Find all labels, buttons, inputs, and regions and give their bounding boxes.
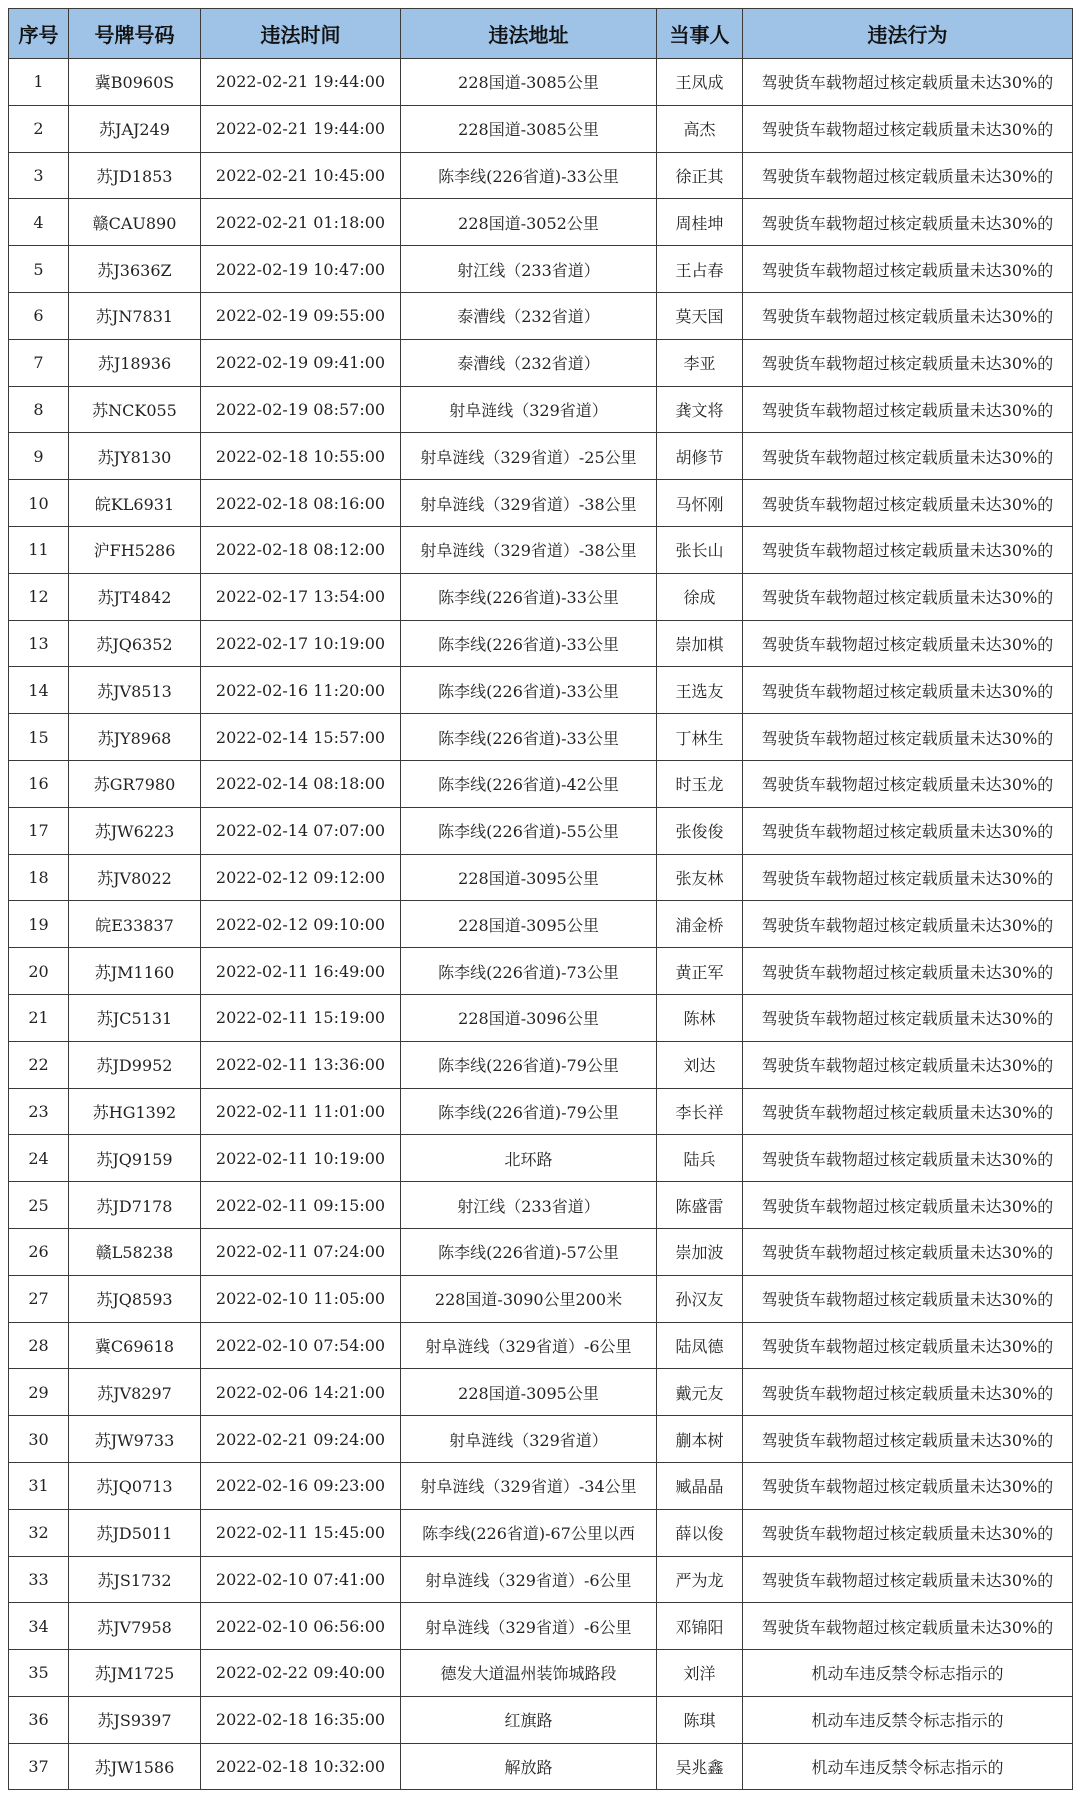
cell-time: 2022-02-21 10:45:00 [201,152,401,199]
cell-serial: 12 [9,573,69,620]
table-row [9,1603,1073,1650]
cell-serial: 2 [9,105,69,152]
cell-address: 射阜涟线（329省道） [401,1416,657,1463]
cell-plate: 苏JV8297 [69,1369,201,1416]
cell-behavior: 驾驶货车载物超过核定载质量未达30%的 [743,246,1073,293]
cell-serial: 9 [9,433,69,480]
cell-time: 2022-02-10 07:41:00 [201,1556,401,1603]
cell-time: 2022-02-17 10:19:00 [201,620,401,667]
cell-behavior: 驾驶货车载物超过核定载质量未达30%的 [743,573,1073,620]
cell-time: 2022-02-22 09:40:00 [201,1650,401,1697]
cell-serial: 25 [9,1182,69,1229]
cell-time: 2022-02-16 11:20:00 [201,667,401,714]
cell-party: 王占春 [657,246,743,293]
cell-behavior: 驾驶货车载物超过核定载质量未达30%的 [743,292,1073,339]
cell-time: 2022-02-21 19:44:00 [201,105,401,152]
cell-serial: 35 [9,1650,69,1697]
cell-party: 李亚 [657,339,743,386]
cell-address: 射阜涟线（329省道）-38公里 [401,526,657,573]
cell-behavior: 驾驶货车载物超过核定载质量未达30%的 [743,620,1073,667]
cell-party: 邓锦阳 [657,1603,743,1650]
cell-address: 陈李线(226省道)-33公里 [401,152,657,199]
cell-address: 陈李线(226省道)-33公里 [401,714,657,761]
cell-behavior: 驾驶货车载物超过核定载质量未达30%的 [743,1416,1073,1463]
cell-behavior: 驾驶货车载物超过核定载质量未达30%的 [743,1041,1073,1088]
table-row [9,901,1073,948]
cell-serial: 23 [9,1088,69,1135]
cell-behavior: 驾驶货车载物超过核定载质量未达30%的 [743,59,1073,106]
cell-serial: 15 [9,714,69,761]
table-row [9,1228,1073,1275]
table-body [9,59,1073,1790]
cell-address: 228国道-3096公里 [401,994,657,1041]
cell-serial: 32 [9,1509,69,1556]
cell-time: 2022-02-14 15:57:00 [201,714,401,761]
cell-address: 射阜涟线（329省道）-38公里 [401,480,657,527]
cell-serial: 20 [9,948,69,995]
table-header [9,9,1073,59]
cell-address: 陈李线(226省道)-33公里 [401,667,657,714]
table-row [9,59,1073,106]
cell-behavior: 机动车违反禁令标志指示的 [743,1743,1073,1790]
cell-serial: 5 [9,246,69,293]
cell-address: 陈李线(226省道)-79公里 [401,1088,657,1135]
cell-address: 红旗路 [401,1696,657,1743]
cell-address: 解放路 [401,1743,657,1790]
cell-behavior: 驾驶货车载物超过核定载质量未达30%的 [743,1322,1073,1369]
table-row [9,1041,1073,1088]
cell-plate: 苏JM1160 [69,948,201,995]
cell-time: 2022-02-11 07:24:00 [201,1228,401,1275]
cell-serial: 11 [9,526,69,573]
cell-time: 2022-02-14 08:18:00 [201,760,401,807]
cell-serial: 22 [9,1041,69,1088]
cell-address: 射江线（233省道） [401,1182,657,1229]
cell-address: 陈李线(226省道)-33公里 [401,620,657,667]
header-plate: 号牌号码 [69,9,201,59]
table-row [9,1322,1073,1369]
cell-party: 吴兆鑫 [657,1743,743,1790]
cell-address: 射阜涟线（329省道）-6公里 [401,1556,657,1603]
cell-time: 2022-02-18 10:55:00 [201,433,401,480]
cell-serial: 13 [9,620,69,667]
cell-behavior: 驾驶货车载物超过核定载质量未达30%的 [743,1462,1073,1509]
cell-serial: 7 [9,339,69,386]
cell-behavior: 驾驶货车载物超过核定载质量未达30%的 [743,1228,1073,1275]
cell-address: 陈李线(226省道)-33公里 [401,573,657,620]
cell-time: 2022-02-10 06:56:00 [201,1603,401,1650]
cell-plate: 冀B0960S [69,59,201,106]
cell-address: 德发大道温州装饰城路段 [401,1650,657,1697]
cell-time: 2022-02-06 14:21:00 [201,1369,401,1416]
cell-serial: 10 [9,480,69,527]
cell-address: 陈李线(226省道)-55公里 [401,807,657,854]
cell-behavior: 驾驶货车载物超过核定载质量未达30%的 [743,1275,1073,1322]
cell-behavior: 驾驶货车载物超过核定载质量未达30%的 [743,339,1073,386]
cell-party: 陆凤德 [657,1322,743,1369]
table-row [9,714,1073,761]
cell-address: 射阜涟线（329省道）-34公里 [401,1462,657,1509]
cell-plate: 苏JC5131 [69,994,201,1041]
table-row [9,433,1073,480]
cell-behavior: 驾驶货车载物超过核定载质量未达30%的 [743,807,1073,854]
table-row [9,246,1073,293]
table-row [9,1462,1073,1509]
cell-address: 228国道-3095公里 [401,1369,657,1416]
table-row [9,292,1073,339]
cell-party: 刘洋 [657,1650,743,1697]
cell-address: 陈李线(226省道)-57公里 [401,1228,657,1275]
cell-serial: 33 [9,1556,69,1603]
cell-plate: 苏JQ9159 [69,1135,201,1182]
header-row [9,9,1073,59]
cell-plate: 苏JD5011 [69,1509,201,1556]
cell-serial: 29 [9,1369,69,1416]
cell-party: 薛以俊 [657,1509,743,1556]
cell-plate: 苏JD1853 [69,152,201,199]
cell-behavior: 机动车违反禁令标志指示的 [743,1696,1073,1743]
cell-behavior: 驾驶货车载物超过核定载质量未达30%的 [743,1556,1073,1603]
cell-behavior: 驾驶货车载物超过核定载质量未达30%的 [743,714,1073,761]
cell-address: 射阜涟线（329省道） [401,386,657,433]
table-row [9,760,1073,807]
cell-serial: 4 [9,199,69,246]
cell-party: 王凤成 [657,59,743,106]
cell-plate: 苏NCK055 [69,386,201,433]
cell-time: 2022-02-14 07:07:00 [201,807,401,854]
cell-time: 2022-02-11 15:45:00 [201,1509,401,1556]
table-row [9,1416,1073,1463]
cell-plate: 苏JV8513 [69,667,201,714]
cell-serial: 17 [9,807,69,854]
cell-plate: 苏JS1732 [69,1556,201,1603]
cell-address: 射阜涟线（329省道）-6公里 [401,1322,657,1369]
cell-plate: 苏JW6223 [69,807,201,854]
table-row [9,1135,1073,1182]
table-row [9,1743,1073,1790]
cell-party: 蒯本树 [657,1416,743,1463]
cell-behavior: 驾驶货车载物超过核定载质量未达30%的 [743,1369,1073,1416]
table-row [9,1369,1073,1416]
cell-party: 臧晶晶 [657,1462,743,1509]
cell-plate: 苏J18936 [69,339,201,386]
cell-serial: 21 [9,994,69,1041]
cell-time: 2022-02-18 16:35:00 [201,1696,401,1743]
cell-plate: 苏JN7831 [69,292,201,339]
cell-plate: 苏HG1392 [69,1088,201,1135]
header-behavior: 违法行为 [743,9,1073,59]
cell-plate: 苏JW9733 [69,1416,201,1463]
cell-party: 李长祥 [657,1088,743,1135]
cell-plate: 苏JD7178 [69,1182,201,1229]
cell-serial: 26 [9,1228,69,1275]
cell-address: 泰漕线（232省道） [401,292,657,339]
cell-address: 北环路 [401,1135,657,1182]
cell-behavior: 驾驶货车载物超过核定载质量未达30%的 [743,199,1073,246]
cell-address: 射阜涟线（329省道）-25公里 [401,433,657,480]
cell-address: 228国道-3085公里 [401,59,657,106]
cell-behavior: 驾驶货车载物超过核定载质量未达30%的 [743,854,1073,901]
table-row [9,573,1073,620]
cell-party: 徐正其 [657,152,743,199]
cell-plate: 苏JV8022 [69,854,201,901]
header-serial: 序号 [9,9,69,59]
cell-party: 陈盛雷 [657,1182,743,1229]
cell-plate: 苏JY8968 [69,714,201,761]
cell-time: 2022-02-10 07:54:00 [201,1322,401,1369]
cell-serial: 24 [9,1135,69,1182]
table-row [9,1556,1073,1603]
cell-party: 张长山 [657,526,743,573]
cell-serial: 30 [9,1416,69,1463]
cell-serial: 8 [9,386,69,433]
cell-party: 高杰 [657,105,743,152]
cell-behavior: 驾驶货车载物超过核定载质量未达30%的 [743,1603,1073,1650]
cell-address: 陈李线(226省道)-67公里以西 [401,1509,657,1556]
header-address: 违法地址 [401,9,657,59]
cell-behavior: 驾驶货车载物超过核定载质量未达30%的 [743,948,1073,995]
table-row [9,480,1073,527]
cell-time: 2022-02-12 09:12:00 [201,854,401,901]
table-row [9,526,1073,573]
cell-plate: 苏JW1586 [69,1743,201,1790]
cell-serial: 1 [9,59,69,106]
cell-serial: 36 [9,1696,69,1743]
cell-time: 2022-02-21 19:44:00 [201,59,401,106]
cell-serial: 14 [9,667,69,714]
cell-serial: 16 [9,760,69,807]
cell-address: 陈李线(226省道)-73公里 [401,948,657,995]
cell-address: 射江线（233省道） [401,246,657,293]
cell-behavior: 驾驶货车载物超过核定载质量未达30%的 [743,152,1073,199]
cell-address: 泰漕线（232省道） [401,339,657,386]
cell-party: 黄正军 [657,948,743,995]
cell-plate: 苏JV7958 [69,1603,201,1650]
cell-party: 浦金桥 [657,901,743,948]
cell-party: 王选友 [657,667,743,714]
cell-serial: 28 [9,1322,69,1369]
cell-party: 崇加波 [657,1228,743,1275]
cell-party: 时玉龙 [657,760,743,807]
cell-plate: 苏JS9397 [69,1696,201,1743]
cell-behavior: 机动车违反禁令标志指示的 [743,1650,1073,1697]
cell-party: 胡修节 [657,433,743,480]
cell-time: 2022-02-19 10:47:00 [201,246,401,293]
cell-plate: 苏JQ6352 [69,620,201,667]
cell-serial: 37 [9,1743,69,1790]
table-row [9,105,1073,152]
cell-party: 马怀刚 [657,480,743,527]
cell-plate: 苏JD9952 [69,1041,201,1088]
cell-plate: 沪FH5286 [69,526,201,573]
cell-time: 2022-02-11 13:36:00 [201,1041,401,1088]
cell-time: 2022-02-18 08:16:00 [201,480,401,527]
cell-party: 陈林 [657,994,743,1041]
cell-behavior: 驾驶货车载物超过核定载质量未达30%的 [743,667,1073,714]
cell-address: 陈李线(226省道)-79公里 [401,1041,657,1088]
cell-party: 刘达 [657,1041,743,1088]
table-row [9,854,1073,901]
cell-address: 射阜涟线（329省道）-6公里 [401,1603,657,1650]
cell-time: 2022-02-11 16:49:00 [201,948,401,995]
table-row [9,1182,1073,1229]
cell-time: 2022-02-12 09:10:00 [201,901,401,948]
cell-time: 2022-02-19 09:55:00 [201,292,401,339]
cell-behavior: 驾驶货车载物超过核定载质量未达30%的 [743,386,1073,433]
cell-party: 丁林生 [657,714,743,761]
cell-party: 孙汉友 [657,1275,743,1322]
cell-time: 2022-02-10 11:05:00 [201,1275,401,1322]
table-row [9,620,1073,667]
cell-time: 2022-02-18 10:32:00 [201,1743,401,1790]
violations-table [8,8,1073,1790]
cell-behavior: 驾驶货车载物超过核定载质量未达30%的 [743,526,1073,573]
cell-plate: 苏GR7980 [69,760,201,807]
cell-address: 陈李线(226省道)-42公里 [401,760,657,807]
cell-behavior: 驾驶货车载物超过核定载质量未达30%的 [743,1135,1073,1182]
cell-time: 2022-02-11 10:19:00 [201,1135,401,1182]
table-row [9,339,1073,386]
cell-plate: 苏JQ0713 [69,1462,201,1509]
cell-time: 2022-02-21 01:18:00 [201,199,401,246]
cell-time: 2022-02-11 15:19:00 [201,994,401,1041]
cell-serial: 3 [9,152,69,199]
cell-party: 张俊俊 [657,807,743,854]
cell-party: 陆兵 [657,1135,743,1182]
cell-party: 戴元友 [657,1369,743,1416]
table-row [9,948,1073,995]
cell-serial: 27 [9,1275,69,1322]
table-row [9,199,1073,246]
table-row [9,1088,1073,1135]
cell-serial: 31 [9,1462,69,1509]
cell-party: 陈琪 [657,1696,743,1743]
cell-behavior: 驾驶货车载物超过核定载质量未达30%的 [743,1509,1073,1556]
table-row [9,1275,1073,1322]
cell-behavior: 驾驶货车载物超过核定载质量未达30%的 [743,433,1073,480]
cell-behavior: 驾驶货车载物超过核定载质量未达30%的 [743,105,1073,152]
cell-party: 严为龙 [657,1556,743,1603]
cell-behavior: 驾驶货车载物超过核定载质量未达30%的 [743,480,1073,527]
table-row [9,152,1073,199]
cell-time: 2022-02-11 11:01:00 [201,1088,401,1135]
cell-time: 2022-02-16 09:23:00 [201,1462,401,1509]
header-party: 当事人 [657,9,743,59]
cell-plate: 赣CAU890 [69,199,201,246]
cell-behavior: 驾驶货车载物超过核定载质量未达30%的 [743,760,1073,807]
cell-serial: 6 [9,292,69,339]
table-row [9,1650,1073,1697]
cell-behavior: 驾驶货车载物超过核定载质量未达30%的 [743,1182,1073,1229]
cell-plate: 苏JY8130 [69,433,201,480]
cell-party: 周桂坤 [657,199,743,246]
cell-time: 2022-02-17 13:54:00 [201,573,401,620]
cell-plate: 冀C69618 [69,1322,201,1369]
cell-party: 崇加棋 [657,620,743,667]
table-row [9,1509,1073,1556]
table-row [9,994,1073,1041]
cell-plate: 苏JM1725 [69,1650,201,1697]
cell-time: 2022-02-11 09:15:00 [201,1182,401,1229]
cell-address: 228国道-3090公里200米 [401,1275,657,1322]
cell-plate: 赣L58238 [69,1228,201,1275]
cell-serial: 18 [9,854,69,901]
cell-party: 莫天国 [657,292,743,339]
cell-time: 2022-02-19 08:57:00 [201,386,401,433]
cell-party: 徐成 [657,573,743,620]
cell-behavior: 驾驶货车载物超过核定载质量未达30%的 [743,901,1073,948]
cell-plate: 苏J3636Z [69,246,201,293]
header-time: 违法时间 [201,9,401,59]
table-row [9,386,1073,433]
cell-behavior: 驾驶货车载物超过核定载质量未达30%的 [743,994,1073,1041]
table-row [9,667,1073,714]
cell-time: 2022-02-18 08:12:00 [201,526,401,573]
cell-plate: 皖KL6931 [69,480,201,527]
cell-plate: 苏JAJ249 [69,105,201,152]
cell-address: 228国道-3085公里 [401,105,657,152]
cell-address: 228国道-3095公里 [401,854,657,901]
cell-plate: 苏JT4842 [69,573,201,620]
cell-party: 龚文将 [657,386,743,433]
cell-address: 228国道-3052公里 [401,199,657,246]
cell-time: 2022-02-19 09:41:00 [201,339,401,386]
cell-serial: 19 [9,901,69,948]
cell-behavior: 驾驶货车载物超过核定载质量未达30%的 [743,1088,1073,1135]
cell-party: 张友林 [657,854,743,901]
cell-plate: 苏JQ8593 [69,1275,201,1322]
table-row [9,807,1073,854]
table-row [9,1696,1073,1743]
cell-address: 228国道-3095公里 [401,901,657,948]
cell-serial: 34 [9,1603,69,1650]
cell-plate: 皖E33837 [69,901,201,948]
cell-time: 2022-02-21 09:24:00 [201,1416,401,1463]
